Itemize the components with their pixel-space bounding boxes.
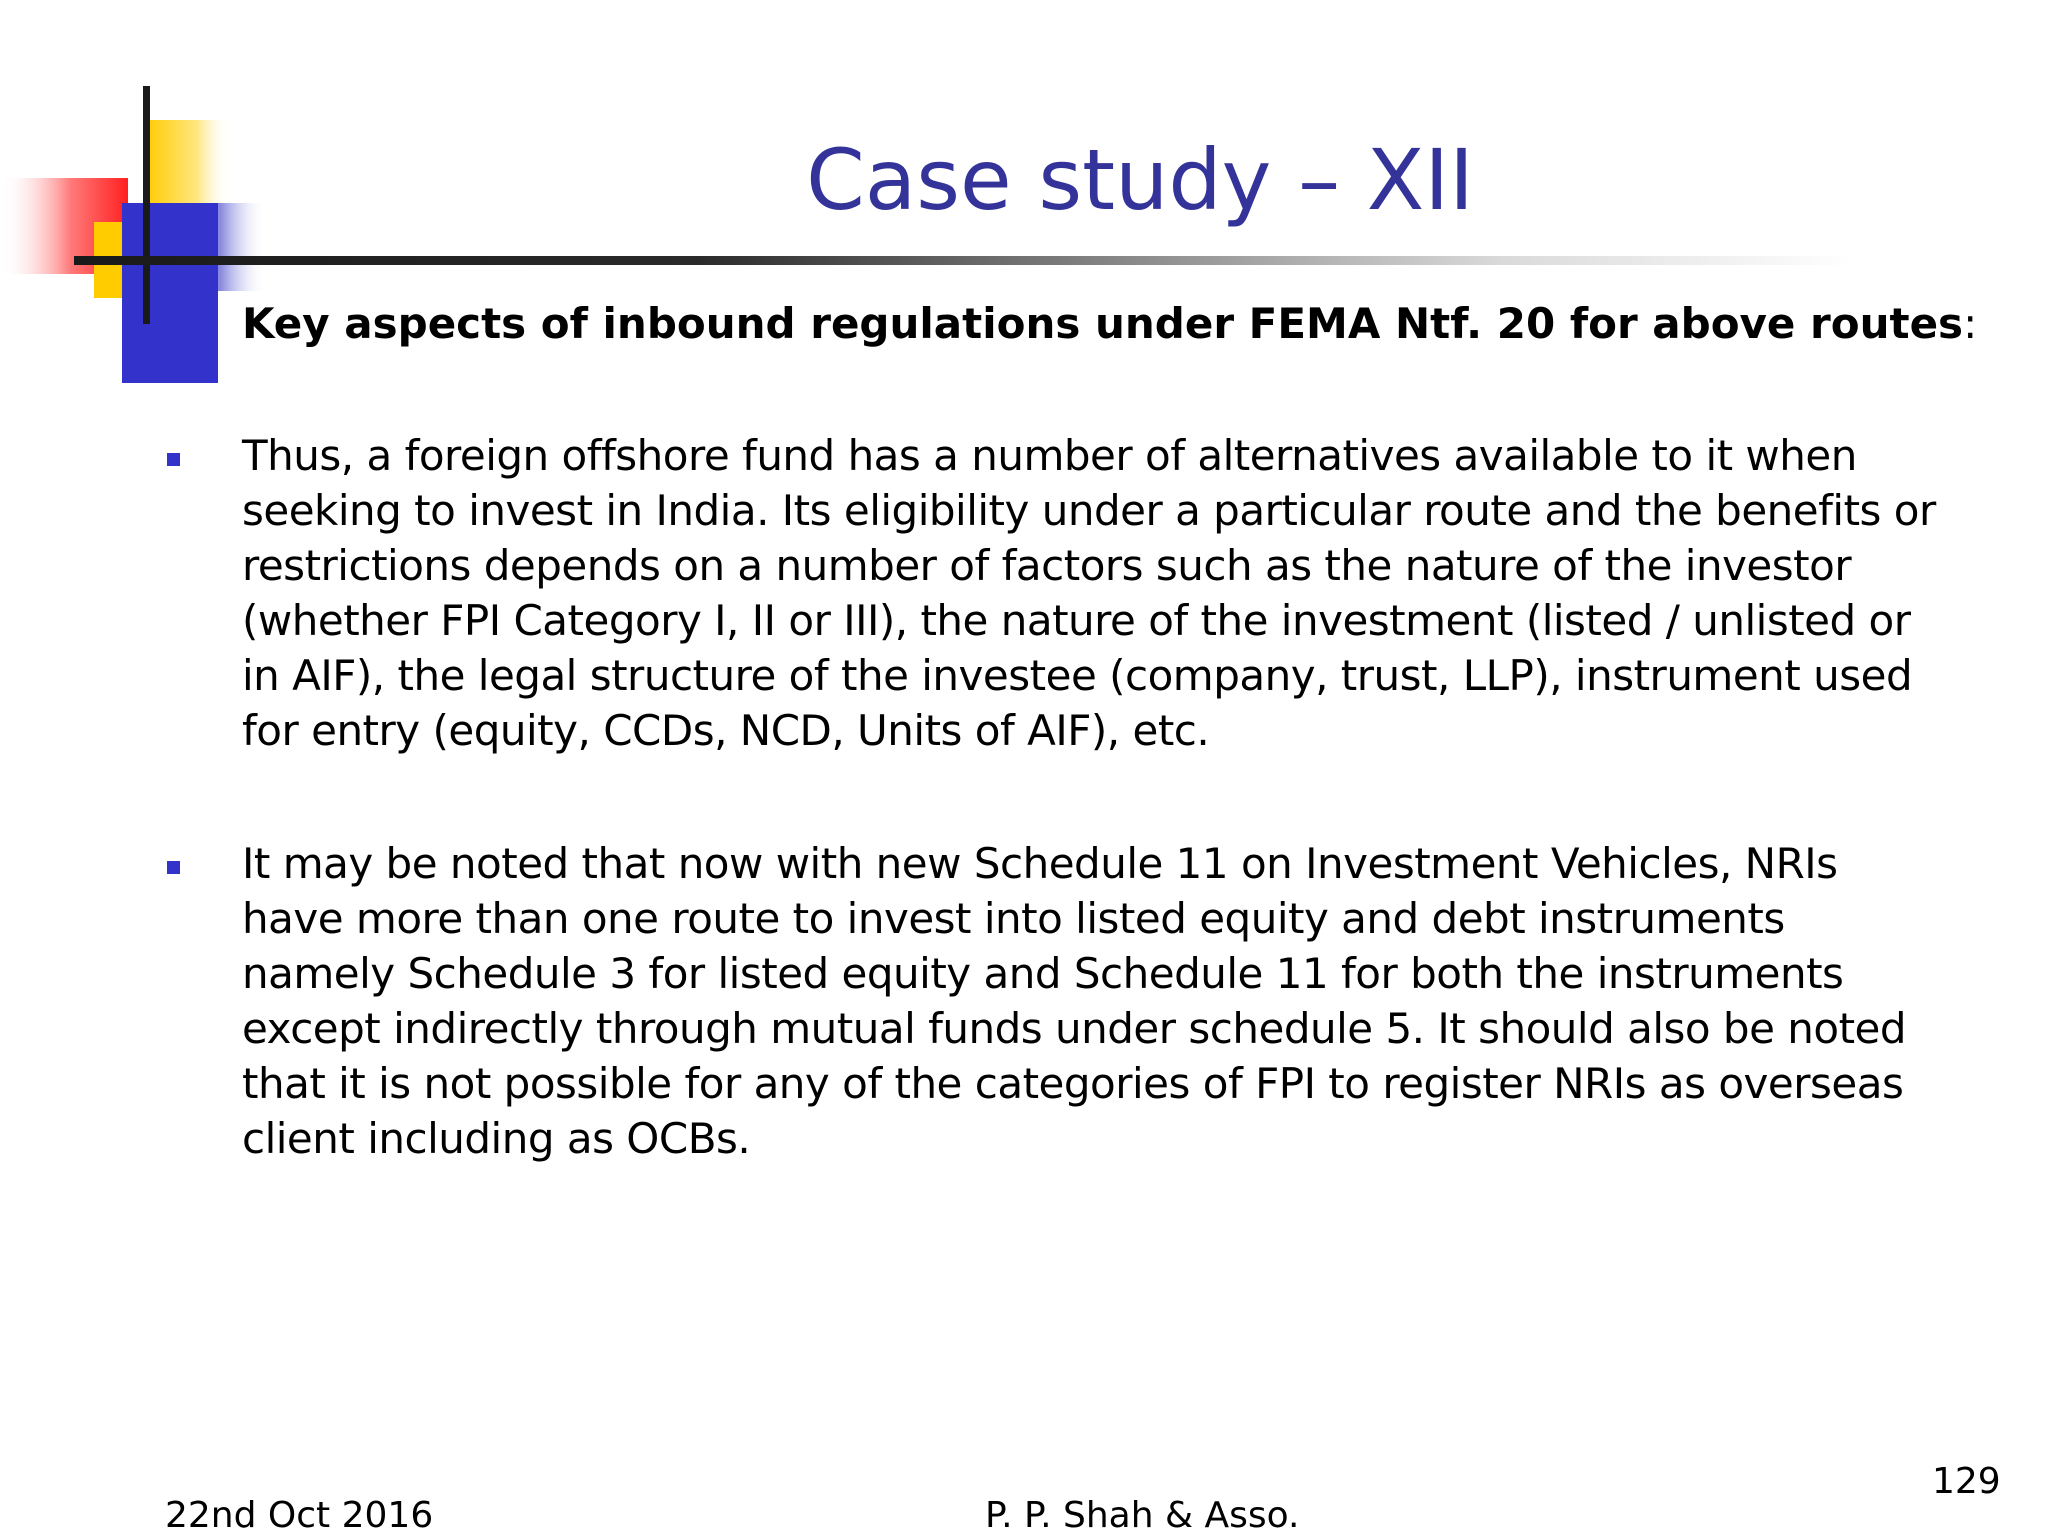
bullet-item [242,836,1942,1166]
subtitle-colon: : [1963,299,1978,348]
square-bullet-icon [167,861,180,874]
footer-date: 22nd Oct 2016 [165,1495,434,1536]
footer-author: P. P. Shah & Asso. [985,1495,1300,1536]
bullet-text: It may be noted that now with new Schedule 11 on Investment Vehicles, NRIs have more than one route to invest into listed equity and debt instruments namely Schedule 3 for listed equity and Schedule 11 for both the instruments except indirectly through mutual funds under schedule 5. It should also be noted that it is not possible for any of the categories of FPI to register NRIs as overseas client including as OCBs. [242,839,1907,1163]
subtitle-bold-text: Key aspects of inbound regulations under FEMA Ntf. 20 for above routes [242,299,1964,348]
bullet-text: Thus, a foreign offshore fund has a number of alternatives available to it when seeking to invest in India. Its eligibility under a particular route and the benefits or restrictions depends on a number of factors such as the nature of the investor (whether FPI Category I, II or III), the nature of the investment (listed / unlisted or in AIF), the legal structure of the investee (company, trust, LLP), instrument used for entry (equity, CCDs, NCD, Units of AIF), etc. [242,431,1936,755]
square-bullet-icon [167,453,180,466]
slide-title: Case study – XII [806,131,1474,229]
bullet-item [242,428,1942,758]
page-number: 129 [1932,1461,2001,1502]
